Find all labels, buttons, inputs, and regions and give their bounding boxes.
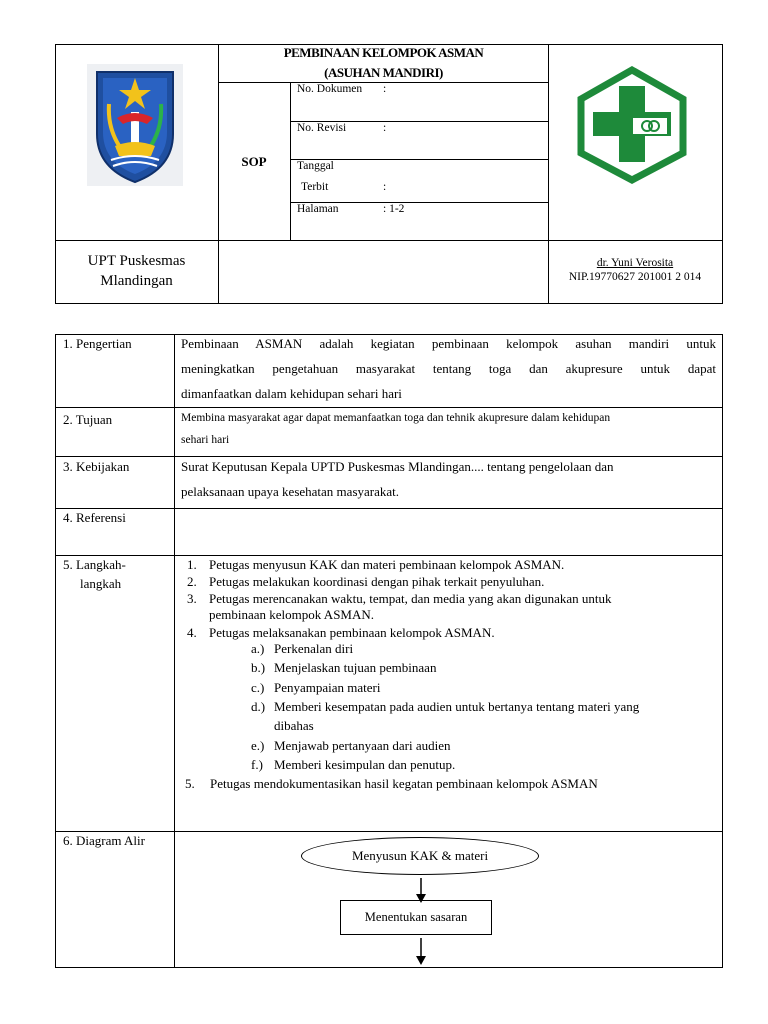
substep-number: d.) (251, 699, 266, 714)
org-name-line2: Mlandingan (100, 273, 173, 289)
section-label-tujuan: 2. Tujuan (63, 412, 113, 427)
field-tanggal-label: Tanggal (297, 160, 334, 172)
substep-number: b.) (251, 660, 266, 675)
substep-text-cont: dibahas (274, 718, 314, 733)
substep-text: Memberi kesempatan pada audien untuk bertanya tentang materi yang (274, 699, 640, 714)
substep-number: c.) (251, 680, 265, 695)
step-text: Petugas mendokumentasikan hasil kegatan pembinaan kelompok ASMAN (210, 776, 598, 791)
section-label-langkah-2: langkah (80, 576, 122, 591)
step-text: Petugas merencanakan waktu, tempat, dan media yang akan digunakan untuk (209, 591, 612, 606)
pengertian-line-3: dimanfaatkan dalam kehidupan sehari hari (181, 386, 402, 401)
step-text: Petugas melakukan koordinasi dengan pihak terkait penyuluhan. (209, 574, 545, 589)
step-text: Petugas melaksanakan pembinaan kelompok ASMAN. (209, 625, 495, 640)
substep-text: Memberi kesimpulan dan penutup. (274, 757, 456, 772)
step-number: 4. (187, 625, 197, 640)
field-halaman-value: : 1-2 (383, 203, 405, 215)
step-text-cont: pembinaan kelompok ASMAN. (209, 607, 375, 622)
flow-node-start-label: Menyusun KAK & materi (351, 848, 489, 863)
field-no-revisi-label: No. Revisi (297, 122, 347, 134)
pengertian-line-1: Pembinaan ASMAN adalah kegiatan pembinaan kelompok asuhan mandiri untuk (181, 336, 716, 351)
kebijakan-line-1: Surat Keputusan Kepala UPTD Puskesmas Mlandingan.... tentang pengelolaan dan (181, 459, 614, 474)
flow-node-process (340, 900, 492, 935)
substep-text: Menjelaskan tujuan pembinaan (274, 660, 437, 675)
section-label-pengertian: 1. Pengertian (63, 336, 132, 351)
flow-node-start (301, 837, 539, 875)
step-number: 5. (185, 776, 195, 791)
flow-arrow-2 (414, 938, 428, 966)
field-terbit-sep: : (383, 181, 387, 193)
field-terbit-label: Terbit (301, 181, 329, 193)
step-number: 1. (187, 557, 197, 572)
signer-name: dr. Yuni Verosita (596, 257, 674, 269)
sop-title-line1: PEMBINAAN KELOMPOK ASMAN (283, 45, 484, 60)
substep-text: Perkenalan diri (274, 641, 354, 656)
substep-number: f.) (251, 757, 263, 772)
pengertian-line-2: meningkatkan pengetahuan masyarakat tentang toga dan akupresure untuk dapat (181, 361, 716, 376)
field-no-dokumen-sep: : (383, 83, 387, 95)
signer-nip: NIP.19770627 201001 2 014 (568, 271, 702, 283)
field-no-dokumen-label: No. Dokumen (297, 83, 363, 95)
field-halaman-label: Halaman (297, 203, 339, 215)
section-label-referensi: 4. Referensi (63, 510, 126, 525)
substep-text: Menjawab pertanyaan dari audien (274, 738, 451, 753)
tujuan-line-2: sehari hari (181, 434, 230, 446)
section-label-diagram: 6. Diagram Alir (63, 833, 145, 848)
section-label-langkah: 5. Langkah- (63, 557, 126, 572)
org-name-line1: UPT Puskesmas (87, 253, 186, 269)
puskesmas-logo (573, 66, 691, 184)
substep-text: Penyampaian materi (274, 680, 381, 695)
regency-emblem (87, 64, 183, 186)
sop-title-line2: (ASUHAN MANDIRI) (324, 65, 443, 80)
tujuan-line-1: Membina masyarakat agar dapat memanfaatkan toga dan tehnik akupresure dalam kehidupan (181, 412, 611, 424)
step-text: Petugas menyusun KAK dan materi pembinaan kelompok ASMAN. (209, 557, 565, 572)
sop-label: SOP (241, 154, 267, 169)
step-number: 3. (187, 591, 197, 606)
substep-number: e.) (251, 738, 265, 753)
field-no-revisi-sep: : (383, 122, 387, 134)
kebijakan-line-2: pelaksanaan upaya kesehatan masyarakat. (181, 484, 400, 499)
flow-node-process-label: Menentukan sasaran (364, 910, 468, 924)
substep-number: a.) (251, 641, 265, 656)
step-number: 2. (187, 574, 197, 589)
section-label-kebijakan: 3. Kebijakan (63, 459, 130, 474)
